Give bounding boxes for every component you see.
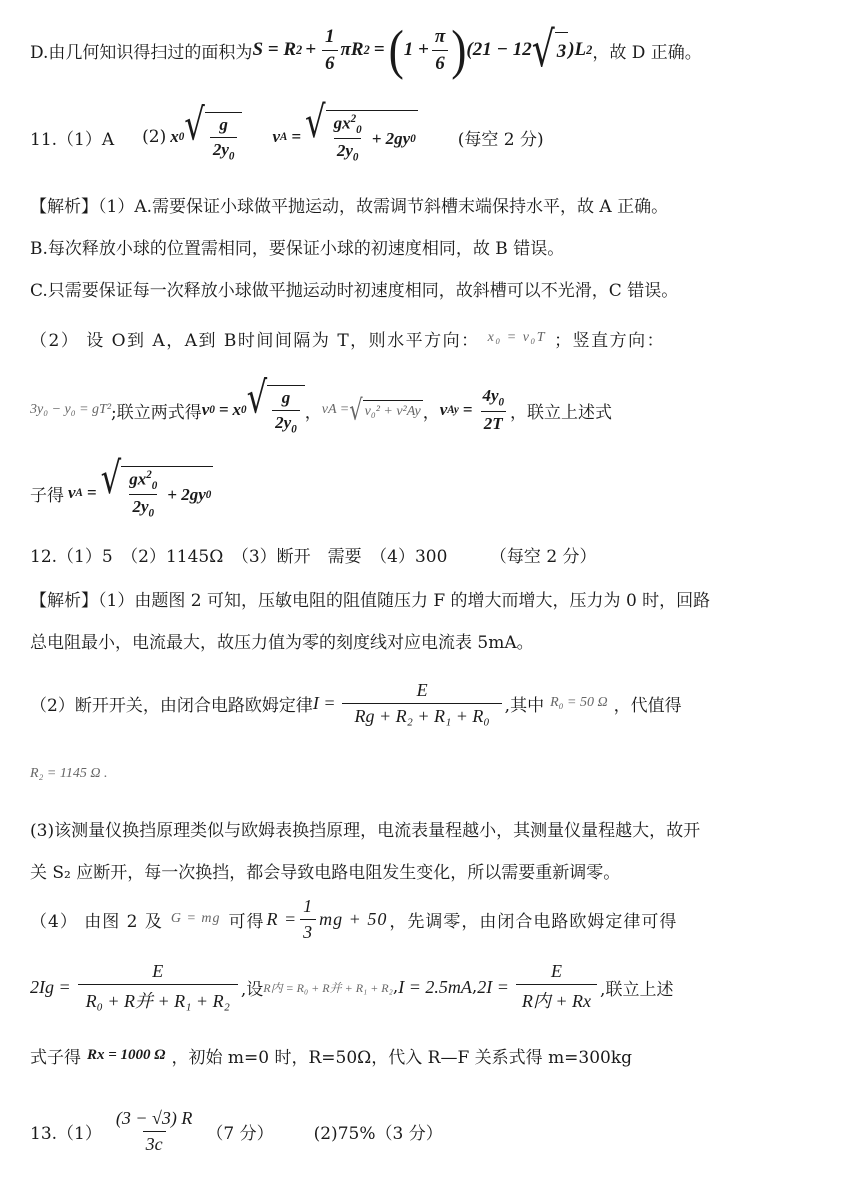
formula-vA: v A = √ $\frac{gx^2_0}{2y_0}$ + 2gy 0: [272, 96, 416, 164]
line-q12-answer: 12.（1）5 （2）1145Ω （3）断开 需要 （4）300 （每空 2 分）: [30, 546, 597, 567]
formula-2I: 2I = $\frac{E}{\text{R内 + Rx}}$: [477, 961, 600, 1013]
formula-vA-sqrt: vA = √ v₀² + v²Ay: [321, 393, 421, 426]
line-analysis-B: B.每次释放小球的位置需相同，要保证小球的初速度相同，故 B 错误。: [30, 238, 565, 259]
formula-vAy: v Ay = $\frac{4y_0}{2T}$: [439, 386, 505, 433]
line-q12-analysis-3b: 关 S₂ 应断开，每一次换挡，都会导致电路电阻发生变化，所以需要重新调零。: [30, 862, 621, 883]
formula-vA-final: v A = √ $\frac{gx^2_0}{2y_0}$ + 2gy 0: [68, 452, 212, 520]
line-analysis-1: 【解析】（1）A.需要保证小球做平抛运动，故需调节斜槽末端保持水平，故 A 正确。: [30, 196, 669, 217]
line-q12-analysis-4: （4） 由图 2 及 G = mg 可得 R = $\frac{1}{3}$ mg + 50 ，先调零，由闭合电路欧姆定律可得: [30, 895, 678, 942]
formula-Gmg: G = mg: [170, 911, 221, 926]
line-vA-result: 子得 v A = √ $\frac{gx^2_0}{2y_0}$ + 2gy 0: [30, 452, 212, 520]
formula-R0: R₀ = 50 Ω: [550, 695, 608, 710]
line-derivation: 3y₀ − y₀ = gT² ;联立两式得 v 0 = x 0 √ $\frac{g}{2y_0}$ ， vA = √ v₀² + v²Ay ， v Ay = $\frac{4y_0}{2T}$ ，联立上述式: [30, 371, 613, 436]
formula-q13: $\frac{(3 - √3) R}{3c}$: [115, 1107, 193, 1154]
formula-v0: x 0 √ $\frac{g}{2y_0}$: [170, 112, 242, 162]
line-q13-answer: 13.（1） $\frac{(3 - √3) R}{3c}$ （7 分） (2)75%（3 分）: [30, 1107, 443, 1154]
q11-part2: (2): [142, 127, 167, 147]
line-area-conclusion: [30, 19, 825, 81]
line-q12-analysis-3: (3)该测量仪换挡原理类似与欧姆表换挡原理，电流表量程越小，其测量仪量程越大，故开: [30, 820, 701, 841]
line-analysis-C: C.只需要保证每一次释放小球做平抛运动时初速度相同，故斜槽可以不光滑，C 错误。: [30, 280, 679, 301]
q11-label: 11.（1）A: [30, 129, 115, 150]
line-q11-answer: [30, 96, 825, 170]
q11-score: (每空 2 分): [457, 129, 544, 150]
line-q12-analysis-1b: 总电阻最小，电流最大，故压力值为零的刻度线对应电流表 5mA。: [30, 632, 534, 653]
formula-v0-derived: v 0 = x 0 √ $\frac{g}{2y_0}$: [202, 385, 305, 435]
line-R2-value: R₂ = 1145 Ω .: [30, 766, 108, 781]
text-area-end: ，故 D 正确。: [592, 42, 702, 63]
formula-2Ig: 2Ig = $\frac{E}{\text{R₀ + R并 + R₁ + R₂}}$: [30, 961, 241, 1013]
formula-I: I = 2.5mA: [398, 976, 472, 997]
line-q12-result: 式子得 Rx = 1000 Ω ，初始 m=0 时，R=50Ω，代入 R—F 关系式得 m=300kg: [30, 1046, 633, 1068]
formula-Rx: Rx = 1000 Ω: [87, 1046, 166, 1063]
formula-Rnei: R内 = R₀ + R并 + R₁ + R₂: [263, 980, 393, 995]
formula-ohm: I = $\frac{E}{\text{Rg + R₂ + R₁ + R₀}}$: [313, 680, 505, 727]
text-area-intro: D.由几何知识得扫过的面积为: [30, 42, 253, 63]
formula-area: S = R 2 + $\frac{1}{6}$ πR 2 = ( 1 + $\frac{\pi}{6}$ ) (21 − 12 √ 3 )L 2: [252, 19, 593, 81]
line-q12-equations: 2Ig = $\frac{E}{\text{R₀ + R并 + R₁ + R₂}}$ ,设 R内 = R₀ + R并 + R₁ + R₂ , I = 2.5mA , 2I = $\frac{E}{\text{R内 + Rx}}$ ,联立上述: [30, 961, 674, 1011]
formula-vertical: 3y₀ − y₀ = gT²: [30, 402, 112, 417]
line-analysis-2: （2） 设 O到 A，A到 B时间间隔为 T，则水平方向： x₀ = v₀T ；竖直方向：: [30, 330, 666, 351]
line-q12-analysis-1: 【解析】（1）由题图 2 可知，压敏电阻的阻值随压力 F 的增大而增大，压力为 0 时，回路: [30, 590, 711, 611]
line-q12-ohm: （2）断开开关，由闭合电路欧姆定律 I = $\frac{E}{\text{Rg + R₂ + R₁ + R₀}}$ ,其中 R₀ = 50 Ω ，代值得: [30, 679, 682, 726]
formula-R-mg: R = $\frac{1}{3}$ mg + 50: [266, 895, 388, 942]
formula-horizontal: x₀ = v₀T: [487, 330, 547, 345]
